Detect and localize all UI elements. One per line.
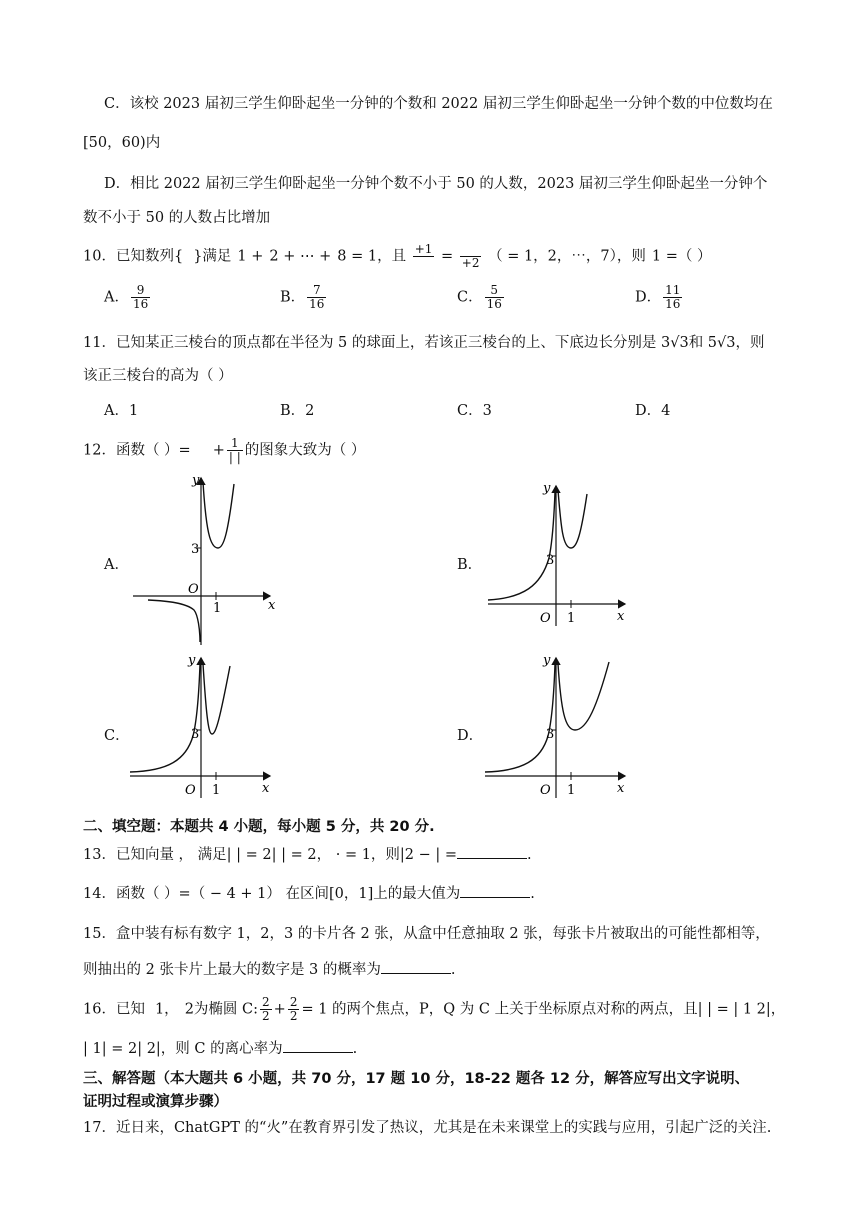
graph-c-right-branch (203, 664, 230, 734)
q13-end: . (527, 847, 532, 863)
graph-a-y-label: y (192, 473, 200, 488)
q16-line1 (83, 996, 785, 1023)
q16-line1-d: = 1 的两个焦点，P，Q 为 C 上关于坐标原点对称的两点，且| | = | 1 2|， (301, 1001, 786, 1018)
q11-option-d: D．4 (635, 403, 671, 419)
q16-line1-a: 16．已知 (83, 1001, 145, 1018)
q10-option-b (280, 284, 328, 311)
q10-option-a-label: A． (104, 289, 129, 306)
q16-fraction-2-num: 2 (289, 995, 298, 1009)
q12-stem (83, 437, 365, 464)
q14-answer-blank[interactable] (460, 883, 530, 898)
q14-text: 14．函数（ ）=（ − 4 + 1） 在区间[0，1]上的最大值为 (83, 886, 461, 902)
q16-line2 (83, 1037, 357, 1058)
q10-option-b-label: B． (280, 289, 306, 306)
q13-text: 13．已知向量 ， 满足| | = 2| | = 2， · = 1，则|2 − | = (83, 847, 458, 863)
q14-end: . (530, 886, 535, 902)
q12-stem-b: + (212, 442, 225, 459)
q9-option-d-line1: D．相比 2022 届初三学生仰卧起坐一分钟个数不小于 50 的人数，2023 届初三学生仰卧起坐一分钟个 (104, 176, 768, 192)
q12-stem-c: 的图象大致为（ ） (244, 442, 366, 459)
q10-option-c-label: C． (457, 289, 483, 306)
q13-answer-blank[interactable] (457, 844, 527, 859)
q16-line2-text: | 1| = 2| 2|，则 C 的离心率为 (83, 1041, 283, 1057)
q10-option-d (635, 284, 684, 311)
graph-d-left-branch (485, 664, 555, 772)
graph-b-y-tick-label: 3 (546, 553, 555, 568)
graph-b (483, 478, 633, 628)
q12-fraction-den: | | (228, 450, 241, 464)
graph-b-x-label: x (617, 609, 625, 624)
q10-fraction-right-den: +2 (461, 256, 480, 270)
q10-option-d-label: D． (635, 289, 662, 306)
q10-stem (83, 243, 711, 270)
graph-d-label: D． (457, 728, 484, 744)
q10-option-b-den: 16 (309, 297, 325, 311)
q9-option-d-line2: 数不小于 50 的人数占比增加 (83, 210, 271, 226)
q15-line2 (83, 958, 456, 979)
q10-option-a-num: 9 (131, 284, 150, 298)
q10-fraction-left (413, 243, 435, 270)
q10-stem-f: （ = 1，2，⋯，7），则 (488, 248, 646, 265)
graph-c-left-branch (130, 664, 200, 772)
graph-c-origin: O (185, 783, 196, 798)
graph-c-y-tick-label: 3 (191, 727, 200, 742)
graph-d-x-label: x (617, 781, 625, 796)
q10-option-c (457, 284, 506, 311)
q15-answer-blank[interactable] (381, 959, 451, 974)
q9-option-c-line2: [50，60)内 (83, 135, 161, 151)
graph-a (128, 470, 278, 650)
q15-text: 则抽出的 2 张卡片上最大的数字是 3 的概率为 (83, 962, 381, 978)
q10-stem-b: }满足 (193, 248, 232, 265)
graph-a-label: A． (104, 557, 129, 573)
q11-line2: 该正三棱台的高为（ ） (83, 368, 233, 384)
graph-d-y-label: y (543, 653, 551, 668)
q16-line1-c: 2为椭圆 C: (184, 1001, 259, 1018)
graph-d-right-branch (558, 662, 609, 730)
section3-heading-line1: 三、解答题（本大题共 6 小题，共 70 分，17 题 10 分，18-22 题各 12 分，解答应写出文字说明、 (83, 1071, 750, 1087)
graph-d-y-tick-label: 3 (546, 727, 555, 742)
section3-heading-line2: 证明过程或演算步骤） (83, 1094, 228, 1110)
q16-plus: + (273, 1001, 286, 1018)
q10-fraction-right (460, 243, 482, 270)
graph-a-origin: O (188, 582, 199, 597)
q12-fraction-num: 1 (227, 437, 243, 451)
graph-a-y-tick-label: 3 (191, 542, 200, 557)
q16-fraction-1-num: 2 (262, 995, 270, 1009)
q16-fraction-1 (260, 996, 272, 1023)
graph-c-x-tick-label: 1 (212, 783, 221, 798)
q10-option-a-den: 16 (132, 297, 149, 311)
graph-b-x-tick-label: 1 (567, 611, 576, 626)
graph-a-right-branch (203, 482, 234, 548)
q10-option-c-num: 5 (485, 284, 504, 298)
graph-b-right-branch (558, 490, 587, 548)
q15-line1: 15．盒中装有标有数字 1，2，3 的卡片各 2 张，从盒中任意抽取 2 张，每张卡片被取出的可能性都相等， (83, 926, 770, 942)
q16-end: . (352, 1041, 358, 1057)
q11-option-c: C．3 (457, 403, 492, 419)
q12-stem-a: 12．函数（ ）= (83, 442, 191, 459)
graph-b-left-branch (488, 492, 555, 600)
graph-a-x-label: x (268, 598, 276, 613)
q10-option-d-num: 11 (665, 283, 681, 297)
graph-d (483, 650, 633, 800)
q10-option-a (104, 284, 152, 311)
q15-end: . (450, 962, 456, 978)
q13 (83, 843, 532, 864)
q12-fraction (227, 437, 243, 464)
graph-c (128, 650, 278, 800)
graph-c-y-label: y (188, 653, 196, 668)
graph-a-left-branch (148, 600, 200, 642)
q16-fraction-2-den: 2 (289, 1009, 298, 1023)
q10-equals: = (441, 248, 454, 265)
q10-option-d-den: 16 (665, 297, 681, 311)
q10-option-b-num: 7 (307, 284, 326, 298)
q11-option-b: B．2 (280, 403, 315, 419)
q11-line1: 11．已知某正三棱台的顶点都在半径为 5 的球面上，若该正三棱台的上、下底边长分别是 3√3和 5√3，则 (83, 335, 765, 351)
q10-stem-g: 1 =（ ） (651, 248, 712, 265)
graph-d-x-tick-label: 1 (567, 783, 576, 798)
q11-option-a: A．1 (104, 403, 139, 419)
section2-heading: 二、填空题：本题共 4 小题，每小题 5 分，共 20 分. (83, 819, 435, 835)
q10-stem-e: 8 = 1，且 (337, 248, 407, 265)
graph-b-origin: O (540, 611, 551, 626)
q10-stem-d: 2 + ⋯ + (269, 248, 332, 265)
q10-stem-c: 1 + (237, 248, 264, 265)
graph-b-label: B． (457, 557, 483, 573)
q16-fraction-1-den: 2 (262, 1009, 270, 1023)
q14 (83, 882, 535, 903)
q10-option-c-den: 16 (486, 297, 502, 311)
q16-answer-blank[interactable] (283, 1038, 353, 1053)
q9-option-c-line1: C．该校 2023 届初三学生仰卧起坐一分钟的个数和 2022 届初三学生仰卧起坐一分钟个数的中位数均在 (104, 96, 773, 112)
q16-line1-b: 1， (154, 1001, 179, 1018)
graph-d-origin: O (540, 783, 551, 798)
graph-a-x-tick-label: 1 (213, 601, 222, 616)
graph-b-y-label: y (543, 481, 551, 496)
graph-c-label: C． (104, 728, 130, 744)
q17-text: 17．近日来，ChatGPT 的“火”在教育界引发了热议，尤其是在未来课堂上的实践与应用，引起广泛的关注. (83, 1120, 772, 1136)
q10-fraction-left-num: +1 (414, 242, 433, 256)
q16-fraction-2 (288, 996, 300, 1023)
q10-stem-a: 10．已知数列{ (83, 248, 184, 265)
graph-c-x-label: x (262, 781, 270, 796)
